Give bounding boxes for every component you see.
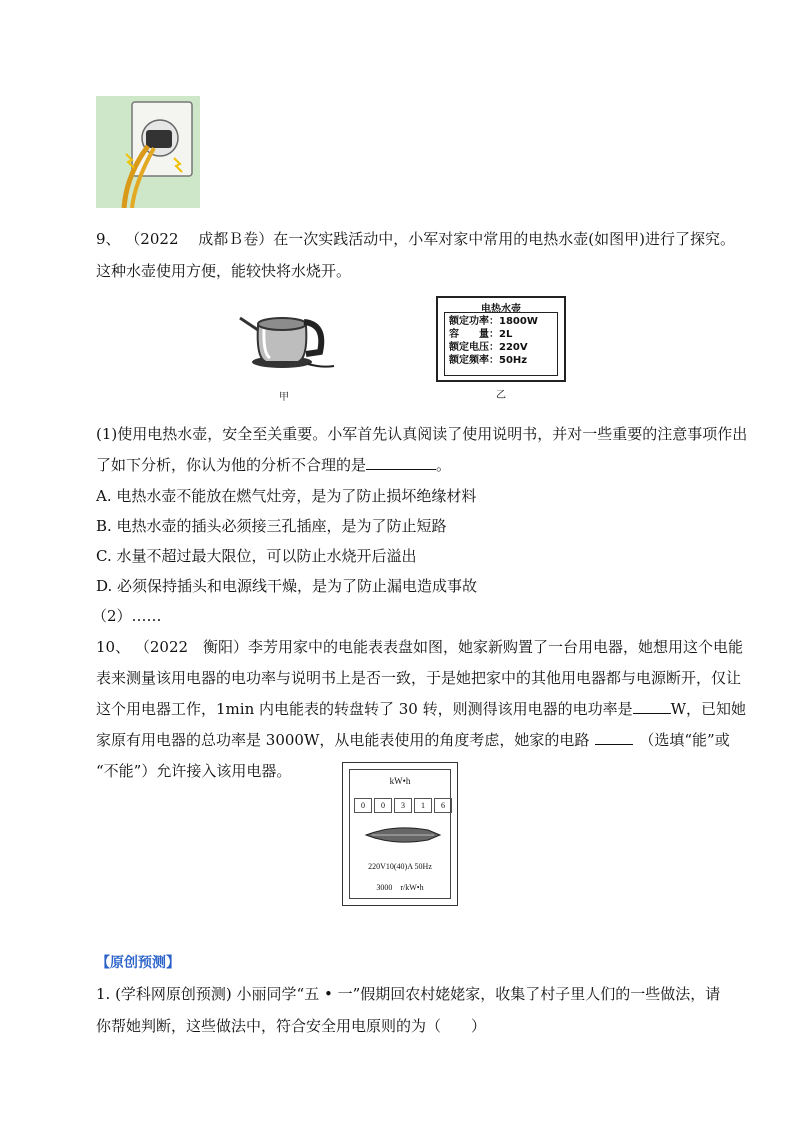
q10-line-2: 表来测量该用电器的电功率与说明书上是否一致，于是她把家中的其他用电器都与电源断开，仅让: [96, 669, 742, 687]
meter-spec: 220V10(40)A 50Hz: [368, 862, 432, 871]
kettle-nameplate: [436, 296, 566, 382]
answer-blank-3[interactable]: [595, 730, 633, 745]
electric-meter-figure: [342, 762, 458, 906]
meter-revolutions: 3000 r/kW•h: [376, 883, 424, 892]
nameplate-capacity: 容 量：2L: [449, 329, 513, 340]
figure-yi-label: 乙: [496, 390, 506, 401]
q10-line-3a: 这个用电器工作，1min 内电能表的转盘转了 30 转，则测得该用电器的电功率是: [96, 700, 633, 718]
q9-line-2: 这种水壶使用方便，能较快将水烧开。: [96, 262, 352, 280]
p1-line-2: 你帮她判断，这些做法中，符合安全用电原则的为（ ）: [96, 1017, 487, 1035]
q9-line-1: 9、 （2022 成都Ｂ卷）在一次实践活动中，小军对家中常用的电热水壶(如图甲)进行了探究。: [96, 230, 735, 248]
meter-rotor-disc: [364, 822, 442, 848]
q10-line-4b: （选填“能”或: [639, 731, 730, 749]
q9-sub2: （2）……: [92, 607, 162, 625]
option-b: B. 电热水壶的插头必须接三孔插座，是为了防止短路: [96, 517, 447, 535]
section-original-prediction: 【原创预测】: [96, 955, 180, 971]
option-a: A. 电热水壶不能放在燃气灶旁，是为了防止损坏绝缘材料: [96, 487, 477, 505]
nameplate-rated-voltage: 额定电压：220V: [449, 342, 528, 353]
q10-line-4a: 家原有用电器的总功率是 3000W，从电能表使用的角度考虑，她家的电路: [96, 731, 590, 749]
nameplate-title: 电热水壶: [481, 304, 521, 315]
figure-jia-label: 甲: [279, 392, 289, 403]
meter-digit: 0: [354, 798, 372, 813]
nameplate-rated-power: 额定功率：1800W: [449, 316, 538, 327]
q10-line-1: 10、 （2022 衡阳）李芳用家中的电能表表盘如图，她家新购置了一台用电器，她想用这个电能: [96, 638, 744, 656]
q9-sub1-end: 。: [436, 456, 452, 474]
option-d: D. 必须保持插头和电源线干燥，是为了防止漏电造成事故: [96, 577, 478, 595]
meter-digit: 3: [394, 798, 412, 813]
q9-sub1-line-1: (1)使用电热水壶，安全至关重要。小军首先认真阅读了使用说明书，并对一些重要的注意事项作出: [96, 425, 748, 443]
q9-sub1-line-2: [96, 455, 451, 475]
meter-digit: 1: [414, 798, 432, 813]
meter-unit: kW•h: [389, 776, 411, 786]
option-c: C. 水量不超过最大限位，可以防止水烧开后溢出: [96, 547, 417, 565]
meter-digit: 0: [374, 798, 392, 813]
meter-panel: [349, 769, 451, 899]
q10-line-3b: W，已知她: [670, 700, 747, 718]
q9-sub1-text: 了如下分析，你认为他的分析不合理的是: [96, 456, 367, 474]
q10-line-4: [96, 730, 730, 750]
q10-line-3: [96, 699, 746, 719]
answer-blank-2[interactable]: [633, 699, 671, 714]
meter-digits: [354, 798, 452, 813]
meter-digit: 6: [434, 798, 452, 813]
answer-blank-1[interactable]: [366, 455, 436, 470]
q10-line-5: “不能”）允许接入该用电器。: [96, 762, 292, 780]
socket-plug-image: [96, 96, 200, 208]
nameplate-rated-frequency: 额定频率：50Hz: [449, 355, 528, 366]
p1-line-1: 1. (学科网原创预测) 小丽同学“五 • 一”假期回农村姥姥家，收集了村子里人们的一些做法，请: [96, 985, 721, 1003]
kettle-image: [236, 296, 336, 382]
